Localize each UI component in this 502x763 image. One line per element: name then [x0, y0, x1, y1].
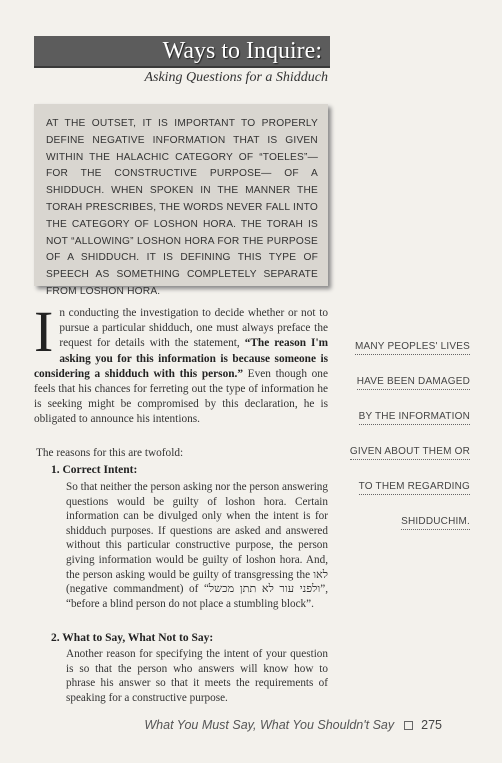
running-head: What You Must Say, What You Shouldn't Say [144, 718, 395, 732]
drop-cap: I [34, 299, 54, 364]
pull-quote-line: SHIDDUCHIM. [344, 511, 470, 546]
pull-quote-line: MANY PEOPLES' LIVES [344, 336, 470, 371]
intro-text-bold: “The reason I'm asking you for this information is because someone is considering a shidduch with this person.” [34, 337, 328, 380]
chapter-title: Ways to Inquire: [162, 38, 322, 64]
pull-quote [344, 336, 470, 546]
pull-quote-line: TO THEM REGARDING [344, 476, 470, 511]
reason-1-text: So that neither the person asking nor the person answering questions would be guilty of loshon hora. Certain information can be divulged only when the intent is for shidduch purposes. If questions are asked and answered without this particular constructive purpose, the person giving information would be guilty of loshon hora. And, the person asking would be guilty of transgressing the לאו (negative commandment) of “ולפני עור לא תתן מכשל”, “before a blind person do not place a stumbling block”. [66, 481, 328, 610]
pull-quote-line: BY THE INFORMATION [344, 406, 470, 441]
pull-quote-line: GIVEN ABOUT THEM OR [344, 441, 470, 476]
pull-quote-line: HAVE BEEN DAMAGED [344, 371, 470, 406]
reason-2-text: Another reason for specifying the intent of your question is so that the person who answers will know how to phrase his answer so that it meets the requirements of speaking for a constructive purpose. [66, 648, 328, 704]
square-ornament-icon [404, 721, 413, 730]
reason-2-title: 2. What to Say, What Not to Say: [51, 632, 214, 644]
callout-box [34, 104, 328, 297]
chapter-title-bar [34, 36, 330, 68]
intro-text-part2: Even though one feels that his chances for ferreting out the type of information he is seeking might be compromised by this declaration, he is obligated to announce his intentions. [34, 367, 328, 426]
page-number: 275 [421, 718, 442, 732]
page-footer [144, 718, 442, 732]
intro-paragraph [34, 299, 328, 428]
intro-text-part1: n conducting the investigation to decide whether or not to pursue a particular shidduch, one must always preface the request for details with the statement, [59, 307, 328, 350]
reasons-intro: The reasons for this are twofold: [36, 447, 184, 459]
reason-1-title: 1. Correct Intent: [51, 464, 138, 476]
chapter-subtitle: Asking Questions for a Shidduch [144, 70, 328, 85]
callout-text: AT THE OUTSET, IT IS IMPORTANT TO PROPERLY DEFINE NEGATIVE INFORMATION THAT IS GIVEN WITHIN THE HALACHIC CATEGORY OF “TOELES”— FOR THE CONSTRUCTIVE PURPOSE— OF A SHIDDUCH. WHEN SPOKEN IN THE MANNER THE TORAH PRESCRIBES, THE WORDS NEVER FALL INTO THE CATEGORY OF LOSHON HORA. THE TORAH IS NOT “ALLOWING” LOSHON HORA FOR THE PURPOSE OF A SHIDDUCH. IT IS DEFINING THIS TYPE OF SPEECH AS SOMETHING COMPLETELY SEPARATE FROM LOSHON HORA. [46, 118, 318, 297]
